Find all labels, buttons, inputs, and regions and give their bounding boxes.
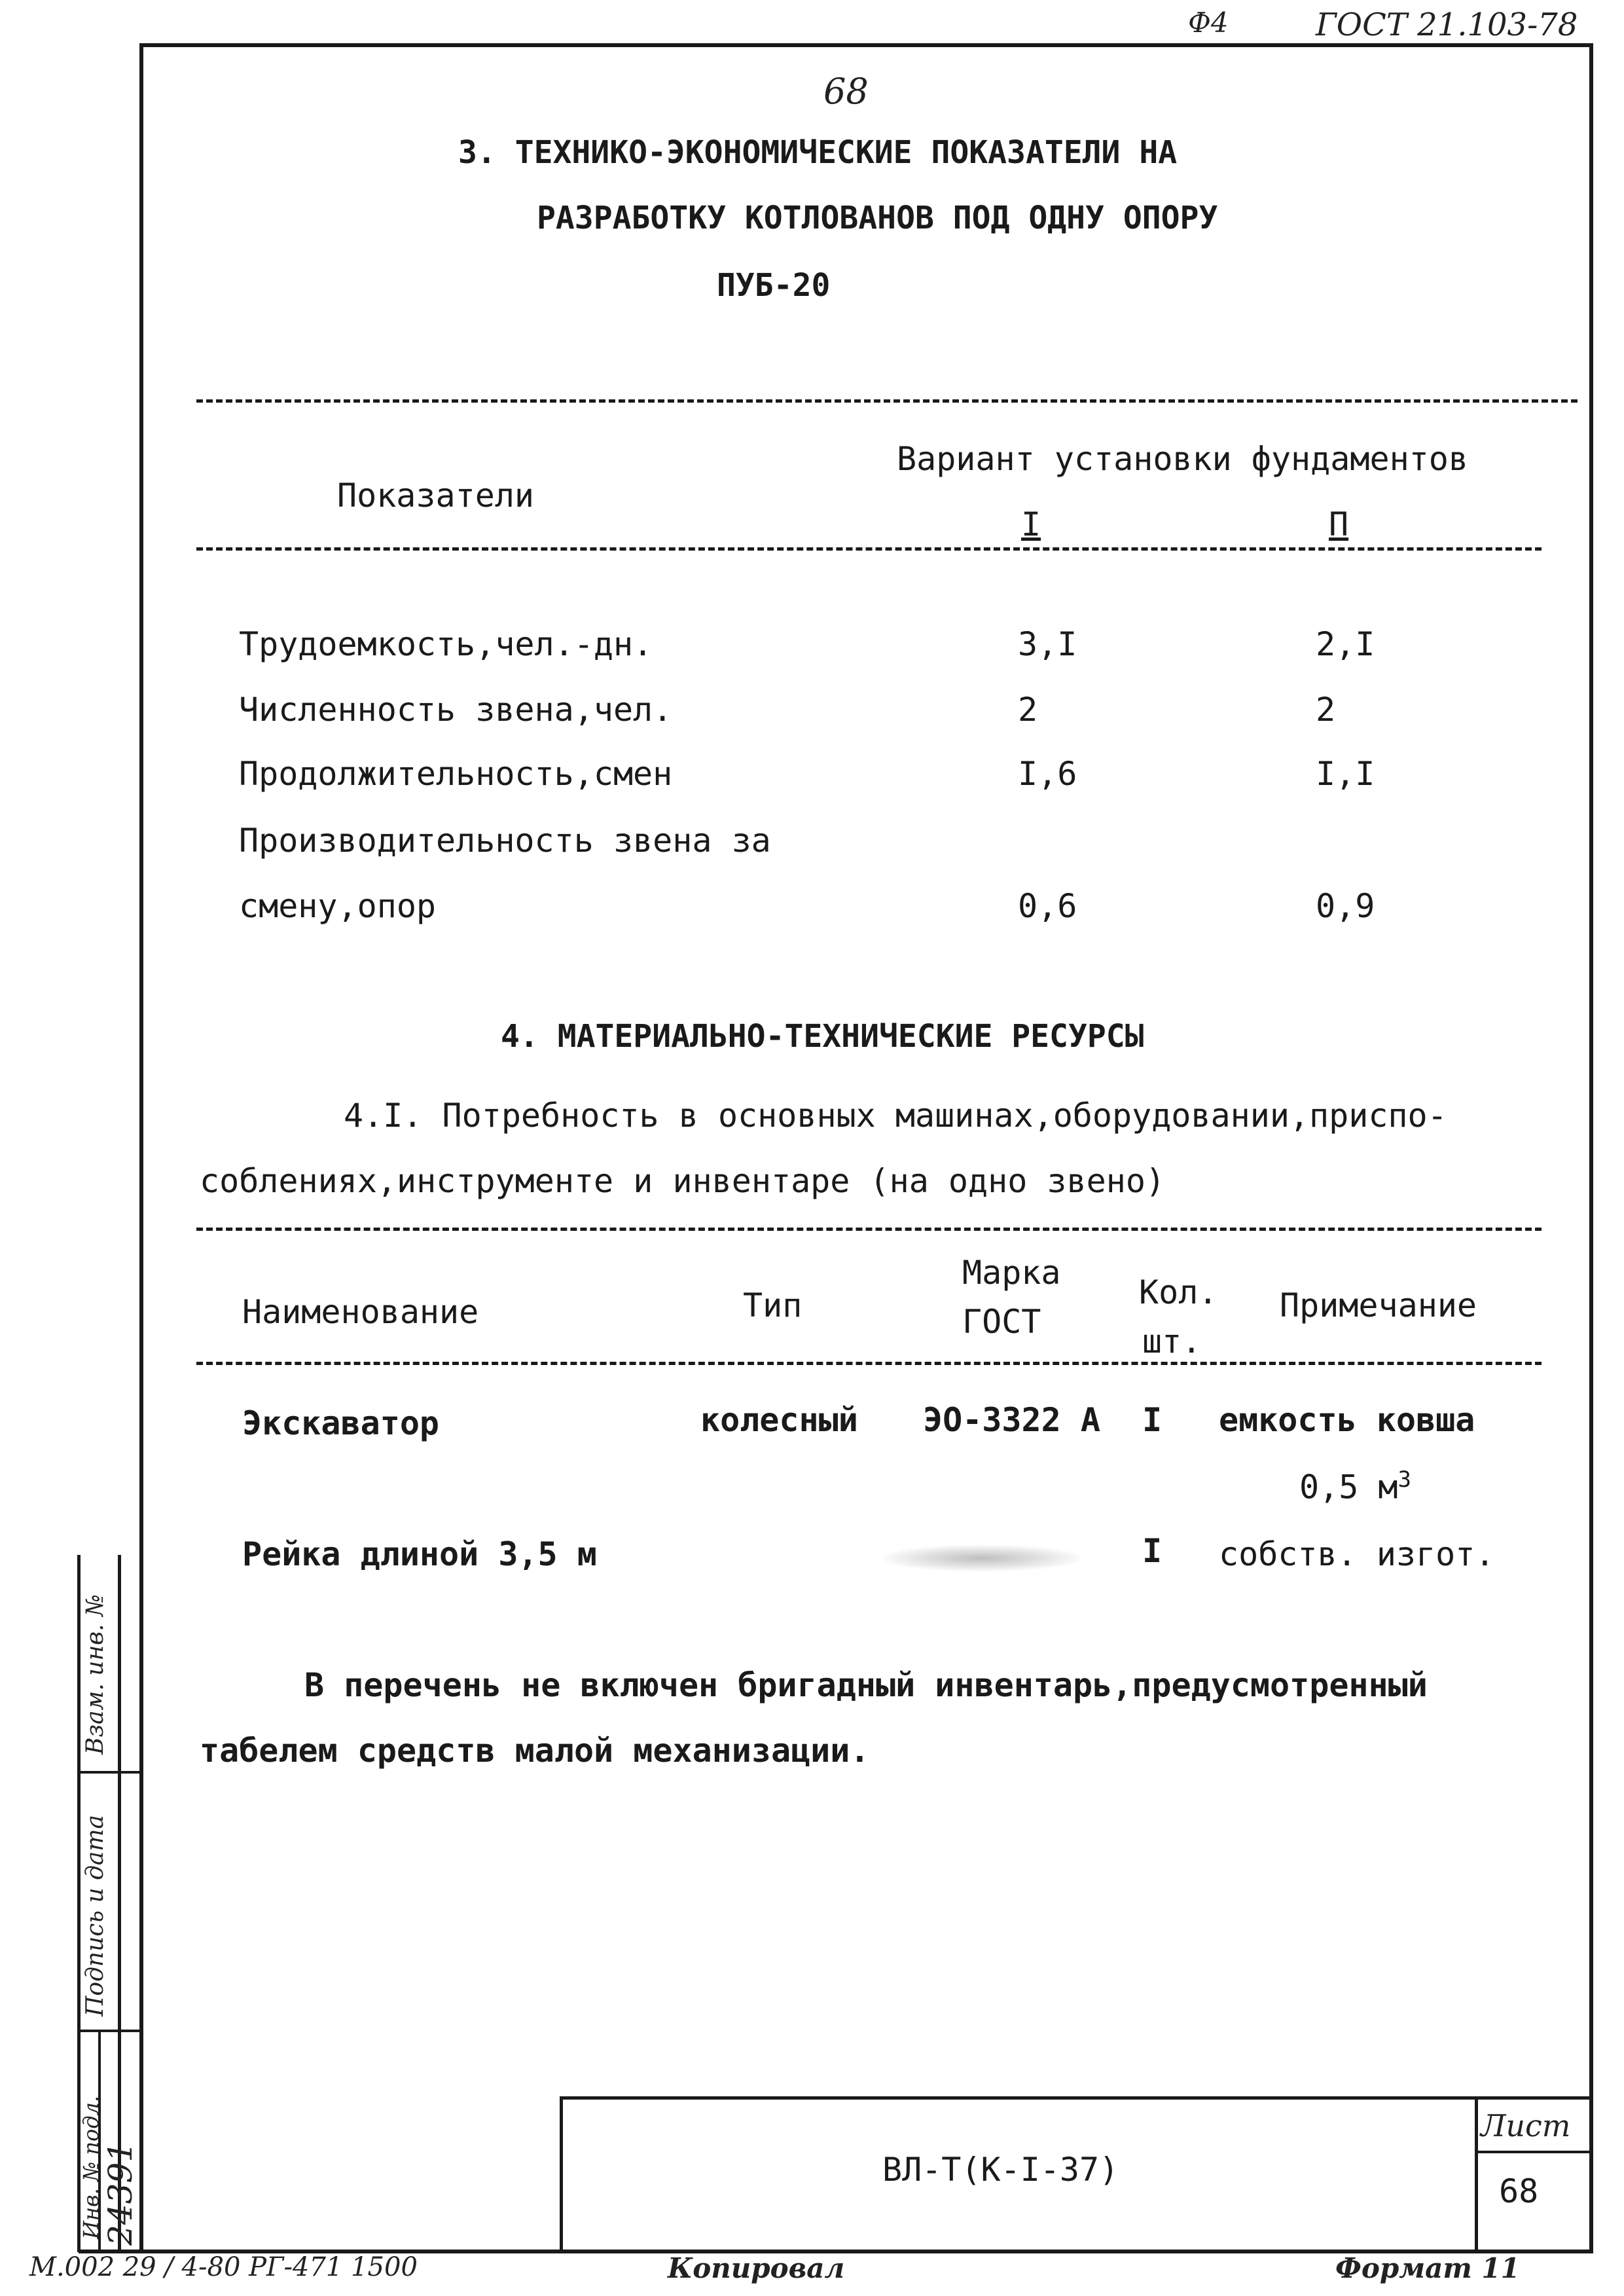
document-code: ВЛ-Т(К-I-37): [882, 2151, 1119, 2189]
table2-row-type: колесный: [700, 1401, 858, 1439]
volume-exponent: 3: [1398, 1467, 1411, 1493]
sheet-label: Лист: [1481, 2108, 1571, 2143]
table1-top-rule: [196, 399, 1578, 403]
table2-header-unit: шт.: [1142, 1322, 1202, 1360]
side-inv-number: 24391: [101, 2141, 139, 2246]
section4-paragraph-line1: 4.I. Потребность в основных машинах,оборудовании,приспо-: [344, 1097, 1447, 1135]
table1-row-label: Производительность звена за: [239, 822, 771, 860]
table1-row-label: Трудоемкость,чел.-дн.: [239, 625, 653, 663]
table2-row-note: собств. изгот.: [1219, 1535, 1495, 1573]
copied-by-label: Копировал: [668, 2252, 845, 2284]
side-stamp-sep1: [77, 1771, 143, 1774]
stamp-top: [560, 2096, 1591, 2100]
side-stamp-sep2: [77, 2030, 143, 2032]
frame-top: [139, 43, 1593, 47]
table2-row-name: Рейка длиной 3,5 м: [242, 1535, 597, 1573]
closing-note-line2: табелем средств малой механизации.: [200, 1732, 870, 1770]
table2-header-name: Наименование: [242, 1293, 479, 1331]
table1-row-v1: 3,I: [1018, 625, 1077, 663]
stamp-sheet-divider: [1475, 2151, 1591, 2153]
form-mark: Ф4: [1188, 7, 1229, 39]
table2-top-rule: [196, 1228, 1542, 1231]
table2-header-mark: Марка: [962, 1254, 1061, 1292]
table2-row-qty: I: [1142, 1532, 1163, 1570]
handwritten-page-number: 68: [823, 71, 869, 112]
frame-left: [139, 43, 143, 2253]
print-order-mark: М.002 29 / 4-80 РГ-471 1500: [29, 2252, 418, 2282]
table1-row-label: Продолжительность,смен: [239, 755, 673, 793]
table2-header-qty: Кол.: [1139, 1273, 1218, 1311]
table1-row-v1: 0,6: [1018, 887, 1077, 925]
section3-title-line2: РАЗРАБОТКУ КОТЛОВАНОВ ПОД ОДНУ ОПОРУ: [537, 200, 1218, 236]
table1-row-v2: 2,I: [1316, 625, 1375, 663]
table1-row-v2: 0,9: [1316, 887, 1375, 925]
table2-row-mark: ЭО-3322 А: [923, 1401, 1100, 1439]
table1-row-v2: I,I: [1316, 755, 1375, 793]
gost-reference: ГОСТ 21.103-78: [1316, 7, 1578, 43]
table1-header-rule: [196, 547, 1542, 551]
table1-header-variant1: I: [1021, 505, 1041, 543]
smudged-text: [884, 1545, 1080, 1571]
table2-row-name: Экскаватор: [242, 1404, 440, 1442]
table2-row-note-volume: [1299, 1467, 1411, 1506]
section3-title-line3: ПУБ-20: [717, 267, 831, 304]
stamp-divider: [1475, 2096, 1478, 2251]
table1-header-group: Вариант установки фундаментов: [897, 440, 1468, 478]
frame-right: [1589, 43, 1593, 2253]
table2-header-note: Примечание: [1280, 1286, 1477, 1324]
side-sign-label: Подпись и дата: [82, 1815, 109, 2016]
table1-row-label: Численность звена,чел.: [239, 691, 673, 729]
table1-row-v2: 2: [1316, 691, 1336, 729]
table1-row-v1: I,6: [1018, 755, 1077, 793]
section4-title: 4. МАТЕРИАЛЬНО-ТЕХНИЧЕСКИЕ РЕСУРСЫ: [501, 1018, 1144, 1055]
table1-header-variant2: П: [1329, 505, 1349, 543]
table1-header-indicators: Показатели: [337, 477, 535, 515]
side-replace-label: Взам. инв. №: [82, 1594, 109, 1755]
table2-row-note: емкость ковша: [1219, 1401, 1475, 1439]
closing-note-line1: В перечень не включен бригадный инвентарь,предусмотренный: [304, 1666, 1428, 1704]
table1-row-v1: 2: [1018, 691, 1038, 729]
section4-paragraph-line2: соблениях,инструменте и инвентаре (на одно звено): [200, 1162, 1166, 1200]
section3-title-line1: 3. ТЕХНИКО-ЭКОНОМИЧЕСКИЕ ПОКАЗАТЕЛИ НА: [458, 134, 1178, 171]
volume-value: 0,5 м: [1299, 1468, 1398, 1506]
table2-header-type: Тип: [743, 1286, 803, 1324]
table2-header-gost: ГОСТ: [962, 1303, 1041, 1341]
format-label: Формат 11: [1335, 2252, 1520, 2284]
table1-row-label: смену,опор: [239, 887, 437, 925]
side-inv-label: Инв. № подл.: [79, 2095, 103, 2239]
sheet-number: 68: [1499, 2172, 1539, 2210]
table2-header-rule: [196, 1362, 1542, 1365]
stamp-left: [560, 2096, 563, 2251]
table2-row-qty: I: [1142, 1401, 1163, 1439]
